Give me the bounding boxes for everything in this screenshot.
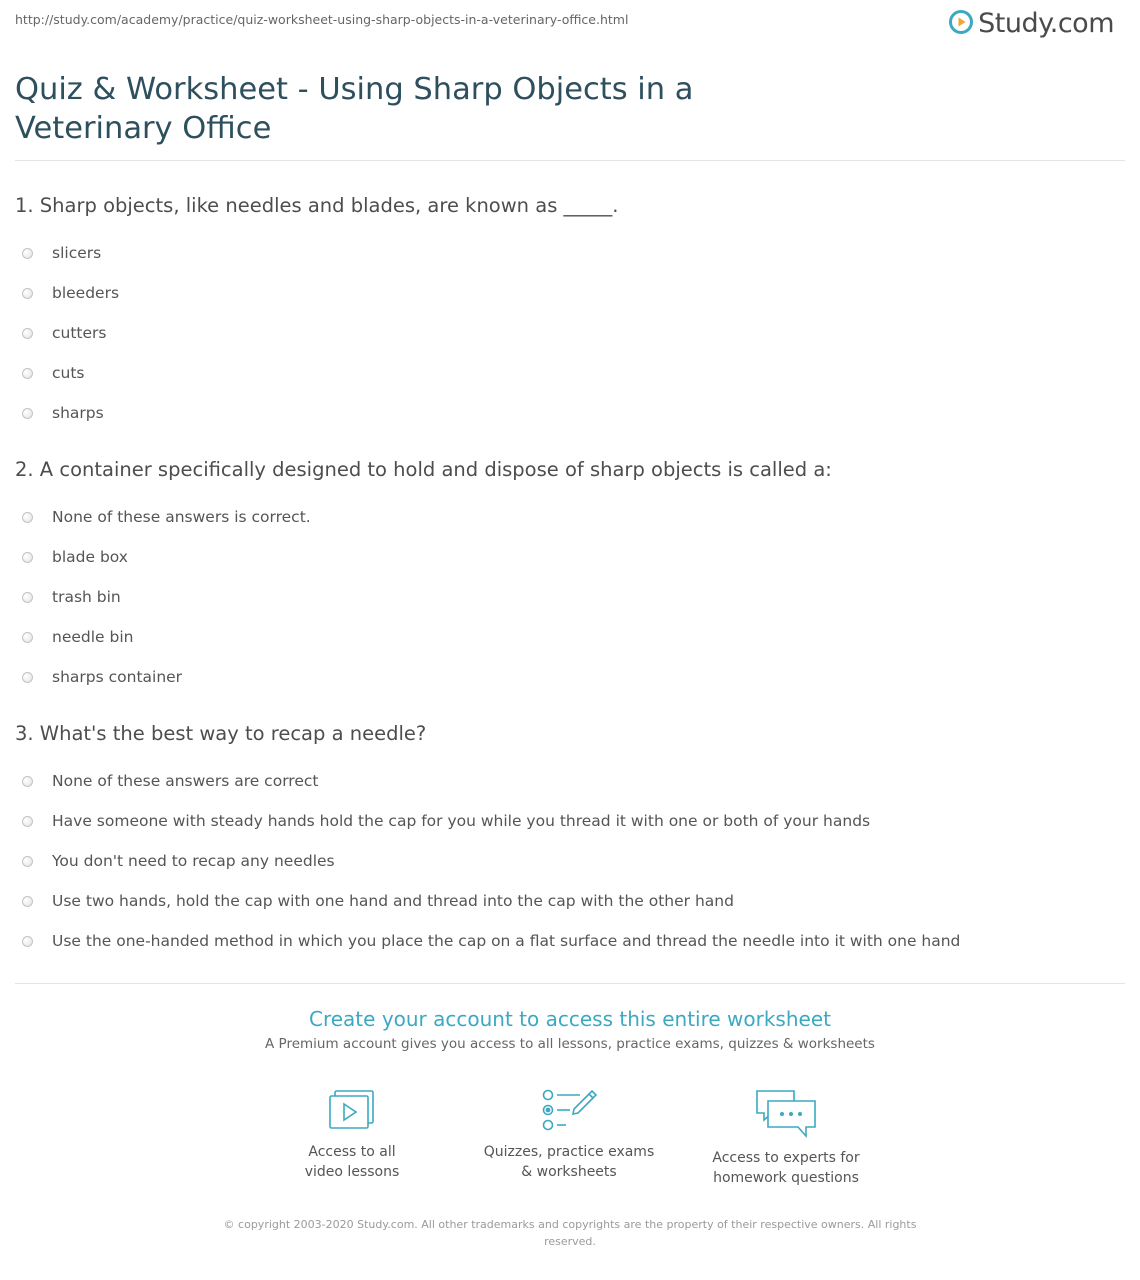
feature-video-lessons [252, 1088, 452, 1182]
answer-choice[interactable] [15, 233, 1125, 273]
answer-choice[interactable] [15, 841, 1125, 881]
feature-experts [686, 1088, 886, 1188]
radio-button[interactable] [22, 896, 33, 907]
cta-title-link[interactable]: Create your account to access this entire worksheet [309, 1007, 831, 1031]
radio-button[interactable] [22, 512, 33, 523]
radio-button[interactable] [22, 776, 33, 787]
radio-button[interactable] [22, 408, 33, 419]
answer-choice[interactable] [15, 577, 1125, 617]
answer-label: bleeders [52, 284, 120, 302]
answer-label: You don't need to recap any needles [52, 852, 335, 870]
answer-choices [15, 497, 1125, 697]
answer-choice[interactable] [15, 313, 1125, 353]
answer-label: sharps [52, 404, 104, 422]
answer-label: Have someone with steady hands hold the cap for you while you thread it with one or both of your hands [52, 812, 871, 830]
answer-choice[interactable] [15, 497, 1125, 537]
radio-button[interactable] [22, 552, 33, 563]
answer-label: cutters [52, 324, 107, 342]
divider [15, 160, 1125, 161]
feature-label: Access to experts for homework questions [712, 1150, 860, 1186]
question-3 [15, 721, 1125, 961]
feature-quizzes [469, 1088, 669, 1182]
premium-cta [0, 1005, 1140, 1052]
answer-label: slicers [52, 244, 102, 262]
answer-label: None of these answers is correct. [52, 508, 311, 526]
answer-label: Use two hands, hold the cap with one hand and thread into the cap with the other hand [52, 892, 734, 910]
radio-button[interactable] [22, 592, 33, 603]
answer-label: Use the one-handed method in which you place the cap on a flat surface and thread the needle into it with one hand [52, 932, 961, 950]
answer-label: cuts [52, 364, 85, 382]
radio-button[interactable] [22, 816, 33, 827]
study-logo[interactable] [948, 8, 1114, 39]
answer-choices [15, 761, 1125, 961]
answer-label: needle bin [52, 628, 134, 646]
answer-label: trash bin [52, 588, 121, 606]
radio-button[interactable] [22, 856, 33, 867]
radio-button[interactable] [22, 936, 33, 947]
answer-label: sharps container [52, 668, 183, 686]
question-text: 1. Sharp objects, like needles and blades, are known as _____. [15, 194, 619, 217]
question-text: 2. A container specifically designed to hold and dispose of sharp objects is called a: [15, 458, 832, 481]
answer-choice[interactable] [15, 657, 1125, 697]
answer-choice[interactable] [15, 537, 1125, 577]
chat-bubbles-icon [686, 1088, 886, 1140]
answer-choice[interactable] [15, 881, 1125, 921]
answer-choice[interactable] [15, 353, 1125, 393]
question-text: 3. What's the best way to recap a needle? [15, 722, 427, 745]
study-play-icon [948, 9, 974, 39]
radio-button[interactable] [22, 328, 33, 339]
feature-label: Quizzes, practice exams & worksheets [483, 1144, 655, 1180]
radio-button[interactable] [22, 672, 33, 683]
answer-choices [15, 233, 1125, 433]
page-url: http://study.com/academy/practice/quiz-worksheet-using-sharp-objects-in-a-veterinary-office.html [15, 12, 629, 27]
radio-button[interactable] [22, 632, 33, 643]
answer-label: blade box [52, 548, 128, 566]
answer-choice[interactable] [15, 393, 1125, 433]
radio-button[interactable] [22, 368, 33, 379]
copyright-footer: © copyright 2003-2020 Study.com. All other trademarks and copyrights are the property of their respective owners. All rights reserved. [223, 1218, 917, 1248]
answer-label: None of these answers are correct [52, 772, 319, 790]
divider [15, 983, 1125, 984]
answer-choice[interactable] [15, 761, 1125, 801]
radio-button[interactable] [22, 288, 33, 299]
video-lessons-icon [252, 1088, 452, 1134]
answer-choice[interactable] [15, 801, 1125, 841]
feature-label: Access to all video lessons [304, 1144, 400, 1180]
question-1 [15, 193, 1125, 433]
logo-text: Study.com [978, 8, 1114, 39]
radio-button[interactable] [22, 248, 33, 259]
quiz-checklist-icon [469, 1088, 669, 1134]
answer-choice[interactable] [15, 273, 1125, 313]
cta-subtitle: A Premium account gives you access to all lessons, practice exams, quizzes & worksheets [265, 1036, 875, 1052]
question-2 [15, 457, 1125, 697]
answer-choice[interactable] [15, 921, 1125, 961]
page-title: Quiz & Worksheet - Using Sharp Objects in a Veterinary Office [15, 72, 694, 146]
answer-choice[interactable] [15, 617, 1125, 657]
